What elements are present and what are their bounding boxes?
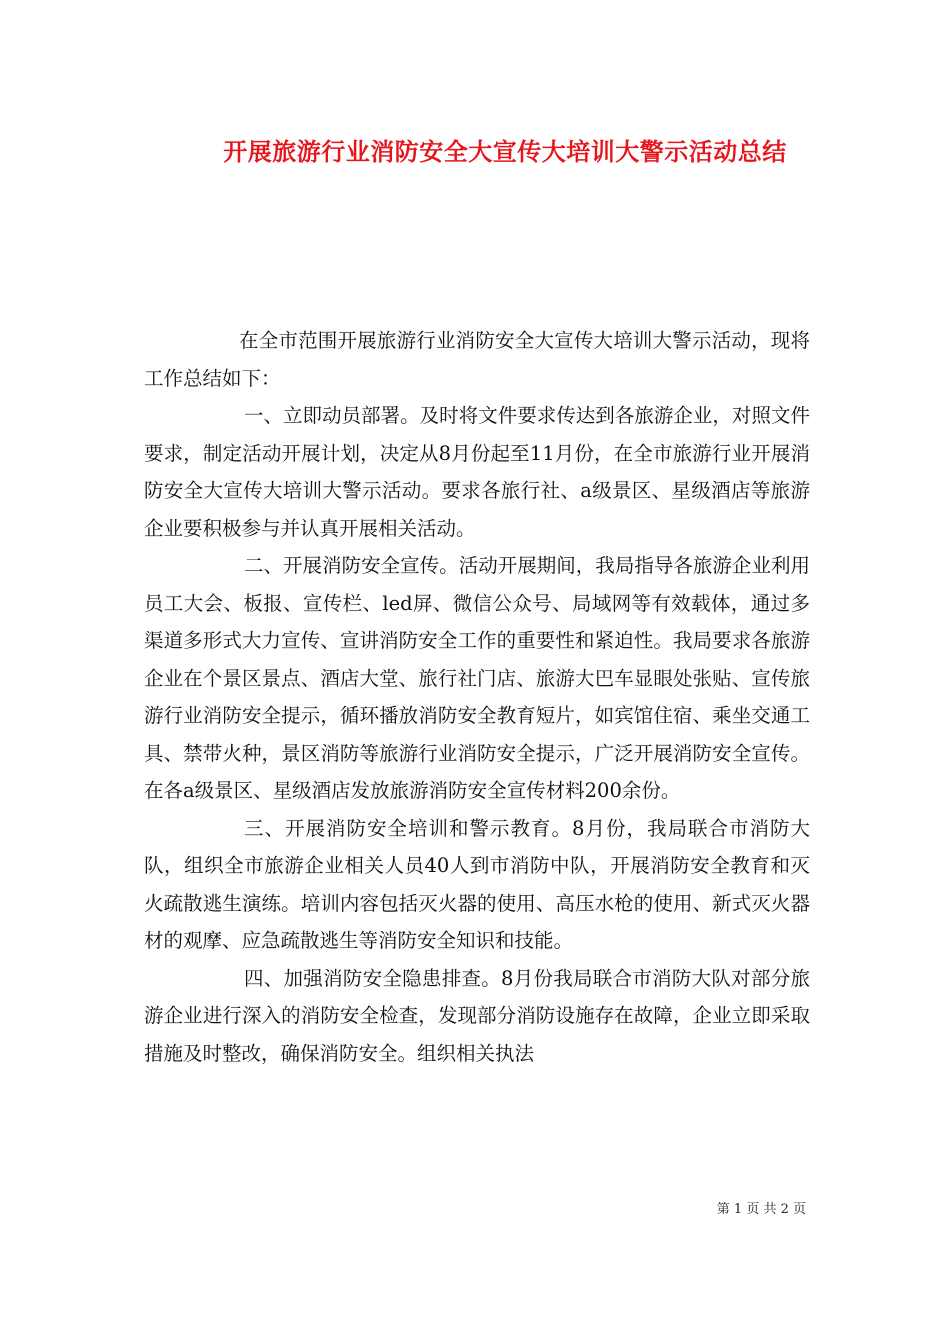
section-4-paragraph: 四、加强消防安全隐患排查。8月份我局联合市消防大队对部分旅游企业进行深入的消防安全检查，发现部分消防设施存在故障，企业立即采取措施及时整改，确保消防安全。组织相关执法 <box>144 966 810 1065</box>
page-number-footer: 第 1 页 共 2 页 <box>716 1202 806 1217</box>
section-3-paragraph: 三、开展消防安全培训和警示教育。8月份，我局联合市消防大队，组织全市旅游企业相关人员40人到市消防中队，开展消防安全教育和灭火疏散逃生演练。培训内容包括灭火器的使用、高压水枪的使用、新式灭火器材的观摩、应急疏散逃生等消防安全知识和技能。 <box>144 816 810 952</box>
section-1-paragraph: 一、立即动员部署。及时将文件要求传达到各旅游企业，对照文件要求，制定活动开展计划，决定从8月份起至11月份，在全市旅游行业开展消防安全大宣传大培训大警示活动。要求各旅行社、a级景区、星级酒店等旅游企业要积极参与并认真开展相关活动。 <box>144 404 810 540</box>
intro-paragraph: 在全市范围开展旅游行业消防安全大宣传大培训大警示活动，现将工作总结如下： <box>144 329 810 390</box>
section-2-paragraph: 二、开展消防安全宣传。活动开展期间，我局指导各旅游企业利用员工大会、板报、宣传栏、led屏、微信公众号、局域网等有效载体，通过多渠道多形式大力宣传、宣讲消防安全工作的重要性和紧迫性。我局要求各旅游企业在个景区景点、酒店大堂、旅行社门店、旅游大巴车显眼处张贴、宣传旅游行业消防安全提示，循环播放消防安全教育短片，如宾馆住宿、乘坐交通工具、禁带火种，景区消防等旅游行业消防安全提示，广泛开展消防安全宣传。在各a级景区、星级酒店发放旅游消防安全宣传材料200余份。 <box>144 554 810 802</box>
document-title: 开展旅游行业消防安全大宣传大培训大警示活动总结 <box>223 137 787 166</box>
document-body <box>144 322 810 1072</box>
